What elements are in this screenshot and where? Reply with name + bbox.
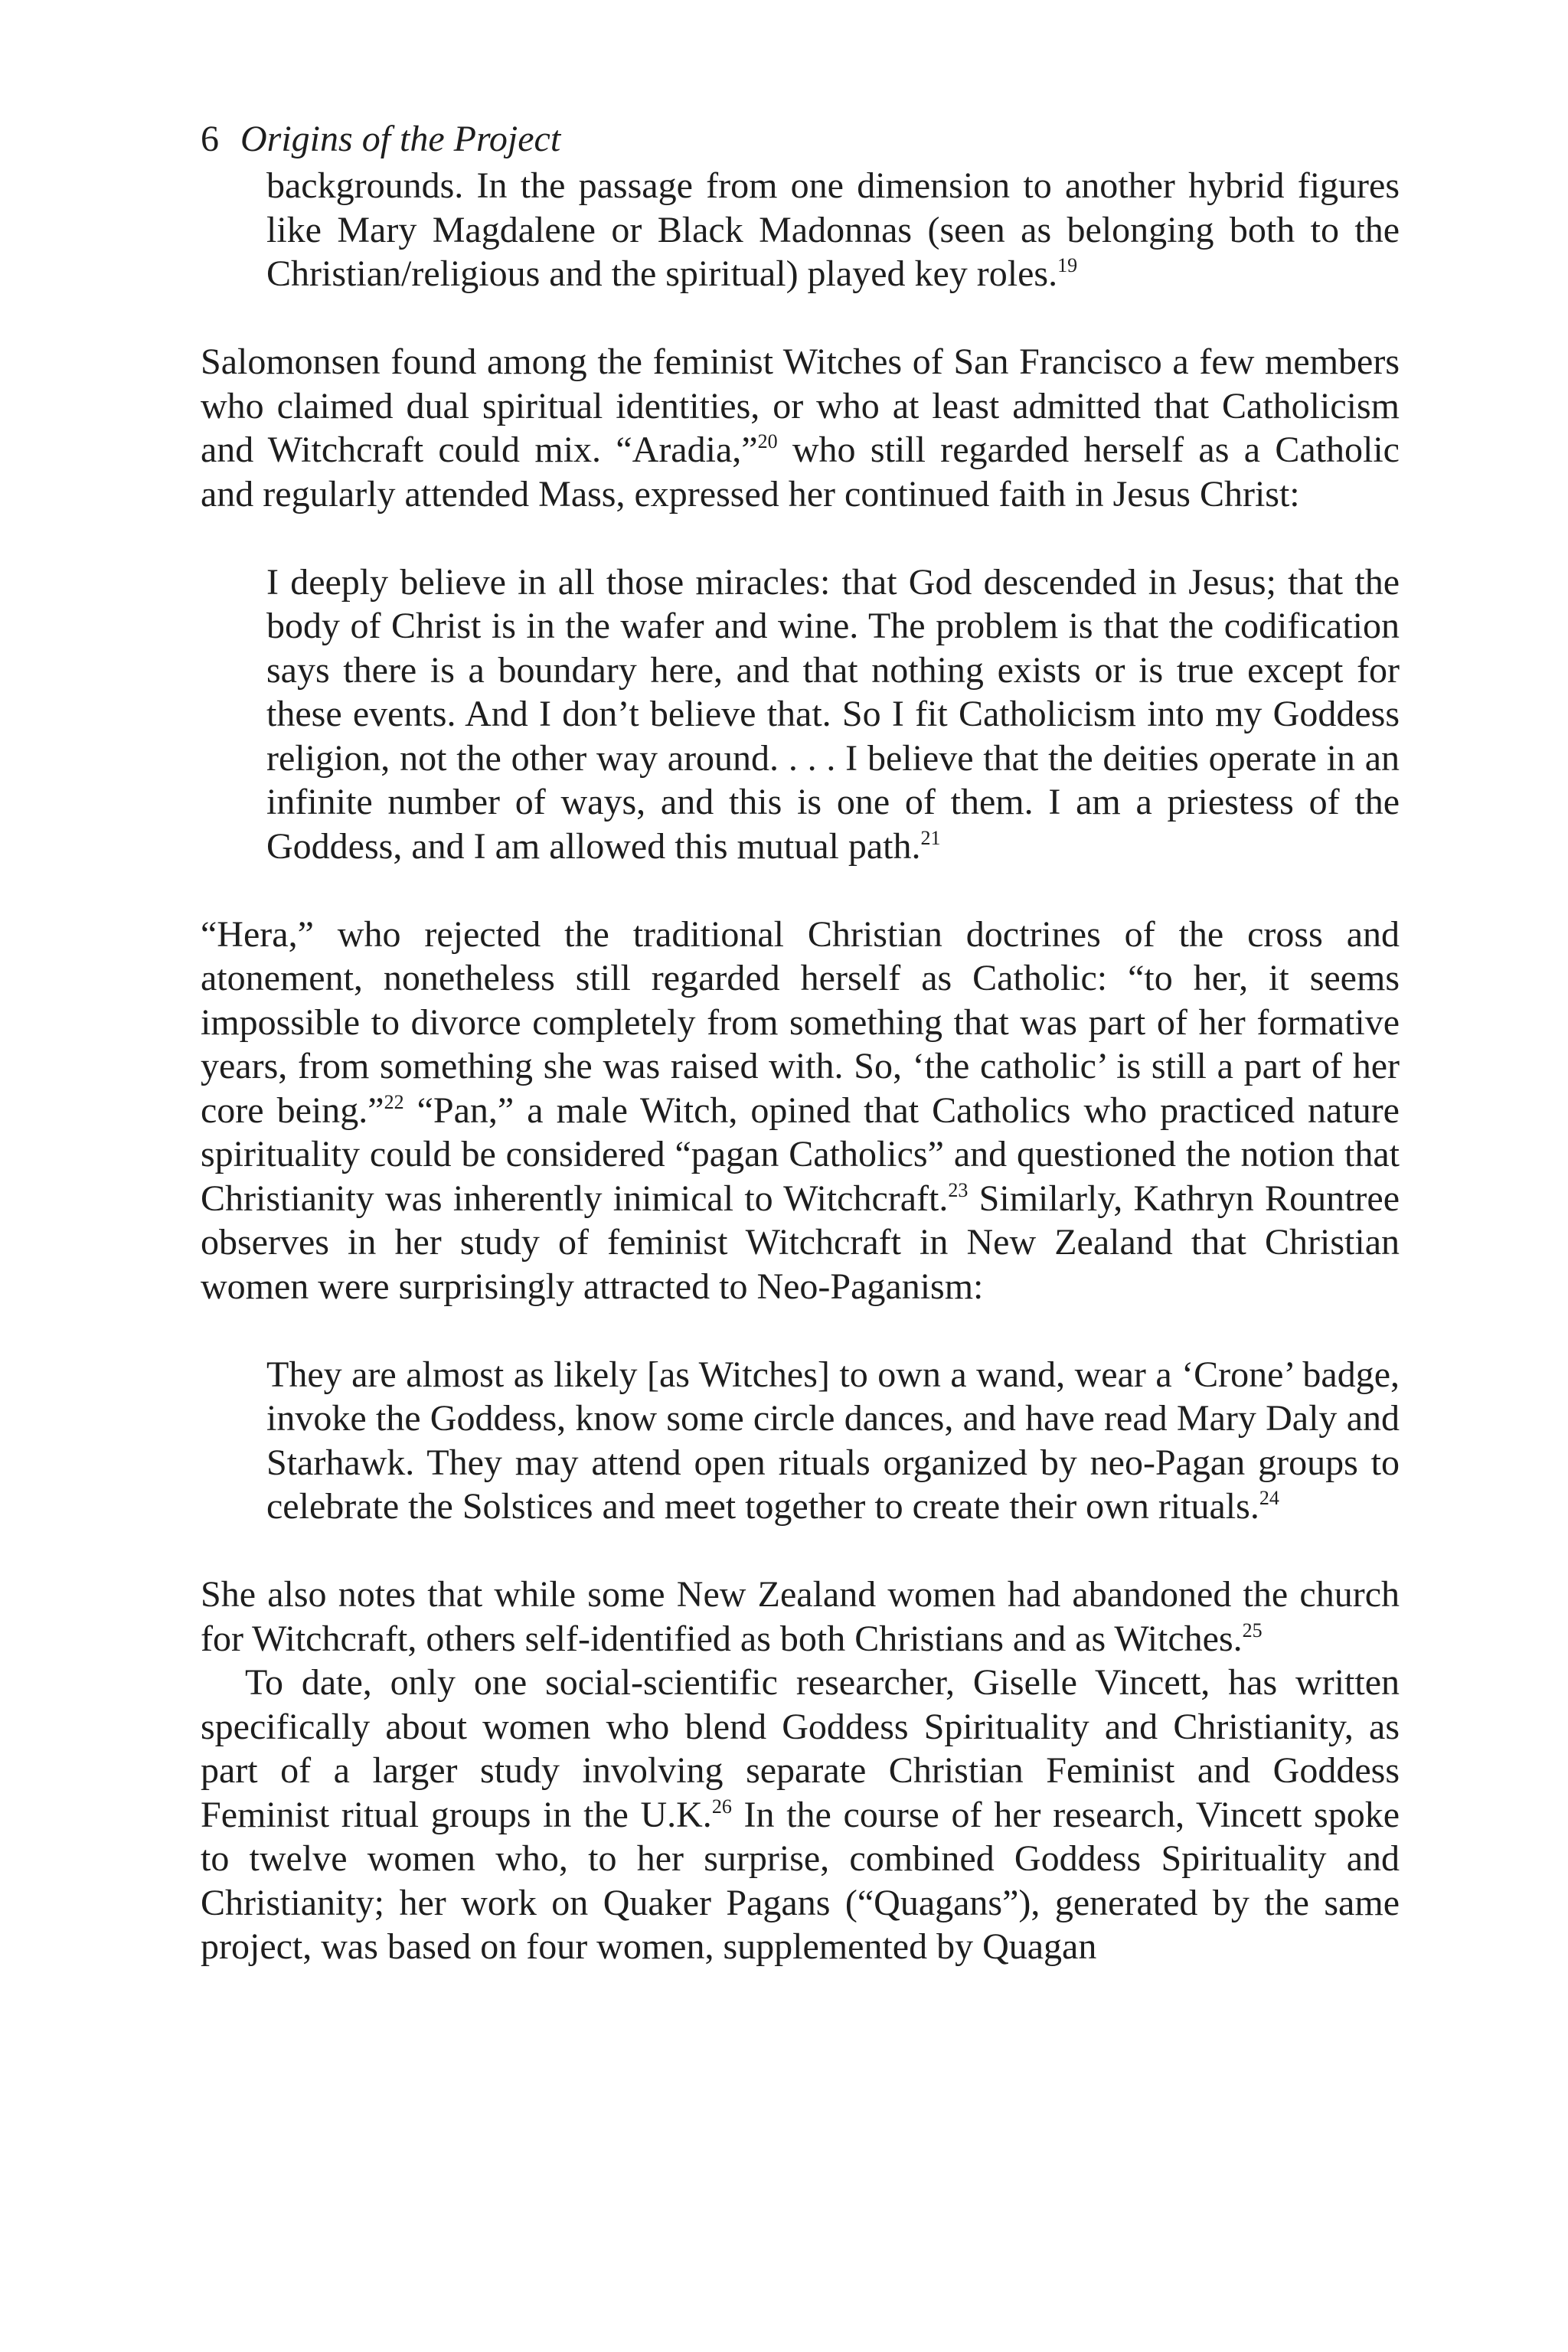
footnote-ref-21: 21 — [920, 826, 941, 849]
block-quote-continued — [266, 164, 1400, 296]
block-quote-rountree — [266, 1353, 1400, 1529]
paragraph-text: They are almost as likely [as Witches] to own a wand, wear a ‘Crone’ badge, invoke the Goddess, know some circle dances, and have read Mary Daly and Starhawk. They may attend open rituals organized by neo-Pagan groups to celebrate the Solstices and meet together to create their own rituals. — [266, 1354, 1400, 1527]
paragraph-text: Salomonsen found among the feminist Witches of San Francisco a few members who claimed dual spiritual identities, or who at least admitted that Catholicism and Witchcraft could mix. “Aradia,” — [201, 341, 1400, 470]
footnote-ref-23: 23 — [948, 1178, 969, 1201]
paragraph-text: backgrounds. In the passage from one dimension to another hybrid figures like Mary Magdalene or Black Madonnas (seen as belonging both to the Christian/religious and the spiritual) played key roles. — [266, 165, 1400, 294]
paragraph-text: I deeply believe in all those miracles: that God descended in Jesus; that the body of Christ is in the wafer and wine. The problem is that the codification says there is a boundary here, and that nothing exists or is true except for these events. And I don’t believe that. So I fit Catholicism into my Goddess religion, not the other way around. . . . I believe that the deities operate in an infinite number of ways, and this is one of them. I am a priestess of the Goddess, and I am allowed this mutual path. — [266, 561, 1400, 867]
footnote-ref-20: 20 — [757, 430, 778, 452]
body-paragraph-new-zealand — [201, 1573, 1400, 1661]
footnote-ref-24: 24 — [1259, 1487, 1279, 1509]
footnote-ref-25: 25 — [1242, 1619, 1263, 1642]
paragraph-text: To date, only one social-scientific researcher, Giselle Vincett, has written specifically about women who blend Goddess Spirituality and Christianity, as part of a larger study involving separate Christian Feminist and Goddess Feminist ritual groups in the U.K. — [201, 1662, 1400, 1835]
footnote-ref-19: 19 — [1057, 254, 1078, 276]
running-header — [201, 115, 1400, 164]
body-paragraph-hera — [201, 913, 1400, 1309]
footnote-ref-26: 26 — [711, 1795, 732, 1818]
book-page — [201, 115, 1400, 1969]
paragraph-text: In the course of her research, Vincett spoke to twelve women who, to her surprise, combined Goddess Spirituality and Christianity; her work on Quaker Pagans (“Quagans”), generated by the same project, was based on four women, supplemented by Quagan — [201, 1794, 1400, 1967]
paragraph-text: “Hera,” who rejected the traditional Christian doctrines of the cross and atonement, nonetheless still regarded herself as Catholic: “to her, it seems impossible to divorce completely from something that was part of her formative years, from something she was raised with. So, ‘the catholic’ is still a part of her core being.” — [201, 913, 1400, 1131]
footnote-ref-22: 22 — [384, 1090, 404, 1113]
body-paragraph-salomonsen — [201, 340, 1400, 516]
paragraph-text: who still regarded herself as a Catholic and regularly attended Mass, expressed her continued faith in Jesus Christ: — [201, 430, 1400, 514]
page-number: 6 — [201, 119, 219, 159]
running-title: Origins of the Project — [240, 119, 561, 159]
paragraph-text: Similarly, Kathryn Rountree observes in her study of feminist Witchcraft in New Zealand that Christian women were surprisingly attracted to Neo-Paganism: — [201, 1178, 1400, 1307]
paragraph-text: “Pan,” a male Witch, opined that Catholics who practiced nature spirituality could be considered “pagan Catholics” and questioned the notion that Christianity was inherently inimical to Witchcraft. — [201, 1089, 1400, 1219]
block-quote-aradia — [266, 560, 1400, 869]
body-paragraph-vincett — [201, 1661, 1400, 1969]
paragraph-text: She also notes that while some New Zealand women had abandoned the church for Witchcraft, others self-identified as both Christians and as Witches. — [201, 1574, 1400, 1659]
